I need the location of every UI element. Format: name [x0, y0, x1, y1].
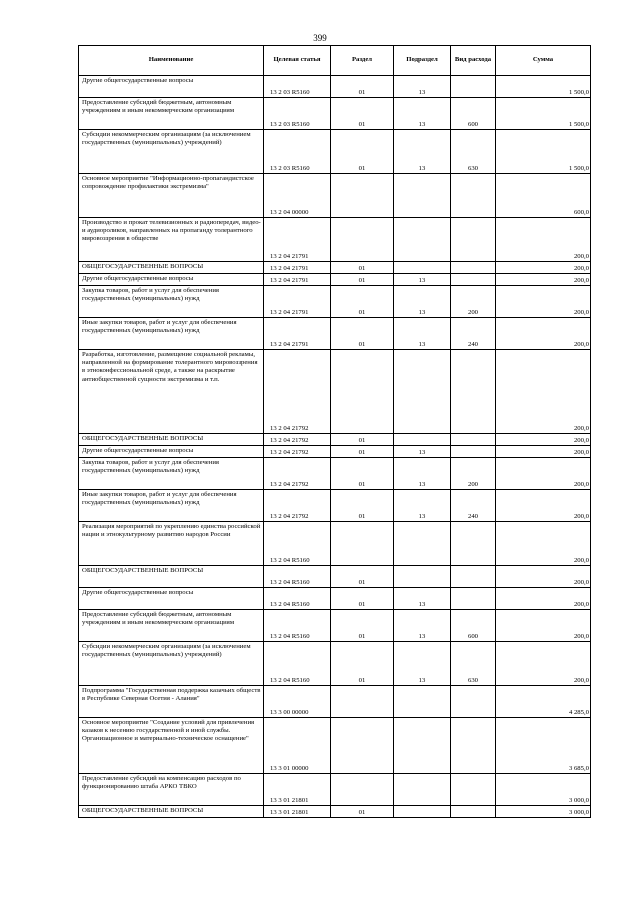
row-sum: 3 000,0 — [496, 806, 591, 818]
table-row — [79, 274, 591, 286]
table-row — [79, 686, 591, 718]
row-section: 01 — [331, 490, 394, 522]
row-section: 01 — [331, 642, 394, 686]
row-name: Иные закупки товаров, работ и услуг для обеспечения государственных (муниципальных) нужд — [79, 318, 264, 350]
row-expense-type — [451, 686, 496, 718]
row-expense-type — [451, 566, 496, 588]
row-article: 13 2 04 R5160 — [264, 588, 331, 610]
row-subsection — [394, 718, 451, 774]
row-subsection — [394, 174, 451, 218]
row-article: 13 2 04 21792 — [264, 446, 331, 458]
row-sum: 1 500,0 — [496, 98, 591, 130]
row-article: 13 2 04 R5160 — [264, 566, 331, 588]
row-expense-type — [451, 76, 496, 98]
row-article: 13 2 04 R5160 — [264, 610, 331, 642]
row-article: 13 2 04 21792 — [264, 350, 331, 434]
row-expense-type — [451, 350, 496, 434]
row-subsection — [394, 262, 451, 274]
row-subsection — [394, 566, 451, 588]
table-body — [79, 76, 591, 818]
column-header-name: Наименование — [79, 46, 264, 76]
row-subsection: 13 — [394, 98, 451, 130]
row-article: 13 2 04 21791 — [264, 286, 331, 318]
row-sum: 200,0 — [496, 588, 591, 610]
column-header-subsection: Подраздел — [394, 46, 451, 76]
table-row — [79, 350, 591, 434]
row-sum: 200,0 — [496, 318, 591, 350]
row-subsection — [394, 434, 451, 446]
row-article: 13 3 01 21801 — [264, 806, 331, 818]
row-article: 13 2 03 R5160 — [264, 98, 331, 130]
row-sum: 200,0 — [496, 522, 591, 566]
row-expense-type: 600 — [451, 98, 496, 130]
table-row — [79, 806, 591, 818]
table-header-row — [79, 46, 591, 76]
row-sum: 200,0 — [496, 610, 591, 642]
row-article: 13 2 04 21792 — [264, 490, 331, 522]
row-name: Разработка, изготовление, размещение социальной рекламы, направленной на формирование толерантного мировоззрения в этноконфессиональной среде, а также на раскрытие антиобщественной сущности экстремизма и т.п. — [79, 350, 264, 434]
row-name: Предоставление субсидий на компенсацию расходов по функционированию штаба АРКО ТВКО — [79, 774, 264, 806]
row-section: 01 — [331, 458, 394, 490]
row-sum: 3 000,0 — [496, 774, 591, 806]
row-subsection — [394, 686, 451, 718]
row-section — [331, 174, 394, 218]
row-name: ОБЩЕГОСУДАРСТВЕННЫЕ ВОПРОСЫ — [79, 566, 264, 588]
row-section — [331, 686, 394, 718]
row-expense-type: 200 — [451, 458, 496, 490]
row-article: 13 2 04 21792 — [264, 458, 331, 490]
row-section: 01 — [331, 806, 394, 818]
row-name: Основное мероприятие "Создание условий для привлечения казаков к несению государственной и иной службы. Организационное и материально-техническое оснащение" — [79, 718, 264, 774]
row-sum: 200,0 — [496, 642, 591, 686]
row-section: 01 — [331, 274, 394, 286]
row-subsection: 13 — [394, 610, 451, 642]
row-expense-type: 630 — [451, 130, 496, 174]
row-expense-type — [451, 262, 496, 274]
row-section — [331, 522, 394, 566]
table-row — [79, 318, 591, 350]
row-expense-type — [451, 806, 496, 818]
row-name: Закупка товаров, работ и услуг для обеспечения государственных (муниципальных) нужд — [79, 286, 264, 318]
row-expense-type: 240 — [451, 318, 496, 350]
row-subsection — [394, 522, 451, 566]
table-row — [79, 642, 591, 686]
page-number: 399 — [313, 33, 327, 43]
row-section: 01 — [331, 566, 394, 588]
row-article: 13 2 03 R5160 — [264, 76, 331, 98]
row-subsection: 13 — [394, 274, 451, 286]
row-sum: 200,0 — [496, 446, 591, 458]
row-subsection — [394, 806, 451, 818]
row-subsection: 13 — [394, 642, 451, 686]
row-article: 13 3 01 21801 — [264, 774, 331, 806]
row-name: Другие общегосударственные вопросы — [79, 274, 264, 286]
row-expense-type — [451, 434, 496, 446]
row-expense-type: 600 — [451, 610, 496, 642]
row-name: Производство и прокат телевизионных и радиопередач, видео- и аудиороликов, направленных на пропаганду толерантного мировоззрения в обществе — [79, 218, 264, 262]
row-section: 01 — [331, 286, 394, 318]
row-name: Другие общегосударственные вопросы — [79, 588, 264, 610]
row-subsection — [394, 350, 451, 434]
row-article: 13 2 04 21791 — [264, 262, 331, 274]
row-name: Подпрограмма "Государственная поддержка казачьих обществ в Республике Северная Осетия - Алания" — [79, 686, 264, 718]
table-row — [79, 218, 591, 262]
table-row — [79, 98, 591, 130]
row-name: Субсидии некоммерческим организациям (за исключением государственных (муниципальных) учреждений) — [79, 130, 264, 174]
row-article: 13 2 04 00000 — [264, 174, 331, 218]
row-name: Другие общегосударственные вопросы — [79, 446, 264, 458]
row-article: 13 2 04 21792 — [264, 434, 331, 446]
row-expense-type — [451, 588, 496, 610]
table-row — [79, 434, 591, 446]
row-section — [331, 718, 394, 774]
row-sum: 200,0 — [496, 350, 591, 434]
row-sum: 3 685,0 — [496, 718, 591, 774]
row-name: Реализация мероприятий по укреплению единства российской нации и этнокультурному развитию народов России — [79, 522, 264, 566]
table-row — [79, 522, 591, 566]
row-sum: 1 500,0 — [496, 130, 591, 174]
row-expense-type — [451, 174, 496, 218]
table-row — [79, 286, 591, 318]
row-subsection: 13 — [394, 458, 451, 490]
table-row — [79, 262, 591, 274]
row-section: 01 — [331, 130, 394, 174]
table-row — [79, 76, 591, 98]
row-subsection: 13 — [394, 588, 451, 610]
table-row — [79, 588, 591, 610]
table-row — [79, 458, 591, 490]
row-subsection: 13 — [394, 76, 451, 98]
row-sum: 1 500,0 — [496, 76, 591, 98]
row-subsection: 13 — [394, 286, 451, 318]
row-sum: 200,0 — [496, 566, 591, 588]
table-row — [79, 774, 591, 806]
row-article: 13 2 03 R5160 — [264, 130, 331, 174]
table-row — [79, 490, 591, 522]
row-section: 01 — [331, 318, 394, 350]
column-header-article: Целевая статья — [264, 46, 331, 76]
row-section: 01 — [331, 446, 394, 458]
row-section: 01 — [331, 76, 394, 98]
row-article: 13 3 01 00000 — [264, 718, 331, 774]
row-sum: 200,0 — [496, 458, 591, 490]
row-name: Иные закупки товаров, работ и услуг для обеспечения государственных (муниципальных) нужд — [79, 490, 264, 522]
budget-table — [78, 45, 591, 818]
row-name: Другие общегосударственные вопросы — [79, 76, 264, 98]
row-expense-type — [451, 522, 496, 566]
row-subsection — [394, 774, 451, 806]
row-expense-type — [451, 446, 496, 458]
row-expense-type: 200 — [451, 286, 496, 318]
table-row — [79, 130, 591, 174]
row-section — [331, 774, 394, 806]
table-row — [79, 718, 591, 774]
row-article: 13 2 04 21791 — [264, 318, 331, 350]
column-header-sum: Сумма — [496, 46, 591, 76]
row-section: 01 — [331, 610, 394, 642]
row-expense-type: 630 — [451, 642, 496, 686]
table-row — [79, 566, 591, 588]
row-subsection: 13 — [394, 130, 451, 174]
row-expense-type — [451, 718, 496, 774]
row-expense-type — [451, 218, 496, 262]
row-name: Закупка товаров, работ и услуг для обеспечения государственных (муниципальных) нужд — [79, 458, 264, 490]
row-sum: 4 285,0 — [496, 686, 591, 718]
row-section: 01 — [331, 262, 394, 274]
row-section: 01 — [331, 588, 394, 610]
row-sum: 600,0 — [496, 174, 591, 218]
row-section: 01 — [331, 434, 394, 446]
row-section: 01 — [331, 98, 394, 130]
row-sum: 200,0 — [496, 490, 591, 522]
row-name: ОБЩЕГОСУДАРСТВЕННЫЕ ВОПРОСЫ — [79, 262, 264, 274]
row-subsection: 13 — [394, 446, 451, 458]
row-subsection: 13 — [394, 490, 451, 522]
row-article: 13 2 04 21791 — [264, 218, 331, 262]
row-sum: 200,0 — [496, 218, 591, 262]
table-row — [79, 174, 591, 218]
table-row — [79, 446, 591, 458]
row-name: Предоставление субсидий бюджетным, автономным учреждениям и иным некоммерческим организациям — [79, 98, 264, 130]
row-name: Предоставление субсидий бюджетным, автономным учреждениям и иным некоммерческим организациям — [79, 610, 264, 642]
row-article: 13 3 00 00000 — [264, 686, 331, 718]
row-section — [331, 350, 394, 434]
row-sum: 200,0 — [496, 286, 591, 318]
row-name: ОБЩЕГОСУДАРСТВЕННЫЕ ВОПРОСЫ — [79, 434, 264, 446]
row-subsection: 13 — [394, 318, 451, 350]
row-expense-type — [451, 274, 496, 286]
row-name: ОБЩЕГОСУДАРСТВЕННЫЕ ВОПРОСЫ — [79, 806, 264, 818]
column-header-expense-type: Вид расхода — [451, 46, 496, 76]
row-subsection — [394, 218, 451, 262]
row-sum: 200,0 — [496, 262, 591, 274]
row-article: 13 2 04 R5160 — [264, 522, 331, 566]
row-expense-type: 240 — [451, 490, 496, 522]
row-article: 13 2 04 21791 — [264, 274, 331, 286]
row-sum: 200,0 — [496, 274, 591, 286]
table-row — [79, 610, 591, 642]
row-section — [331, 218, 394, 262]
row-expense-type — [451, 774, 496, 806]
row-article: 13 2 04 R5160 — [264, 642, 331, 686]
row-sum: 200,0 — [496, 434, 591, 446]
column-header-section: Раздел — [331, 46, 394, 76]
row-name: Основное мероприятие "Информационно-пропагандистское сопровождение профилактики экстремизма" — [79, 174, 264, 218]
row-name: Субсидии некоммерческим организациям (за исключением государственных (муниципальных) учреждений) — [79, 642, 264, 686]
